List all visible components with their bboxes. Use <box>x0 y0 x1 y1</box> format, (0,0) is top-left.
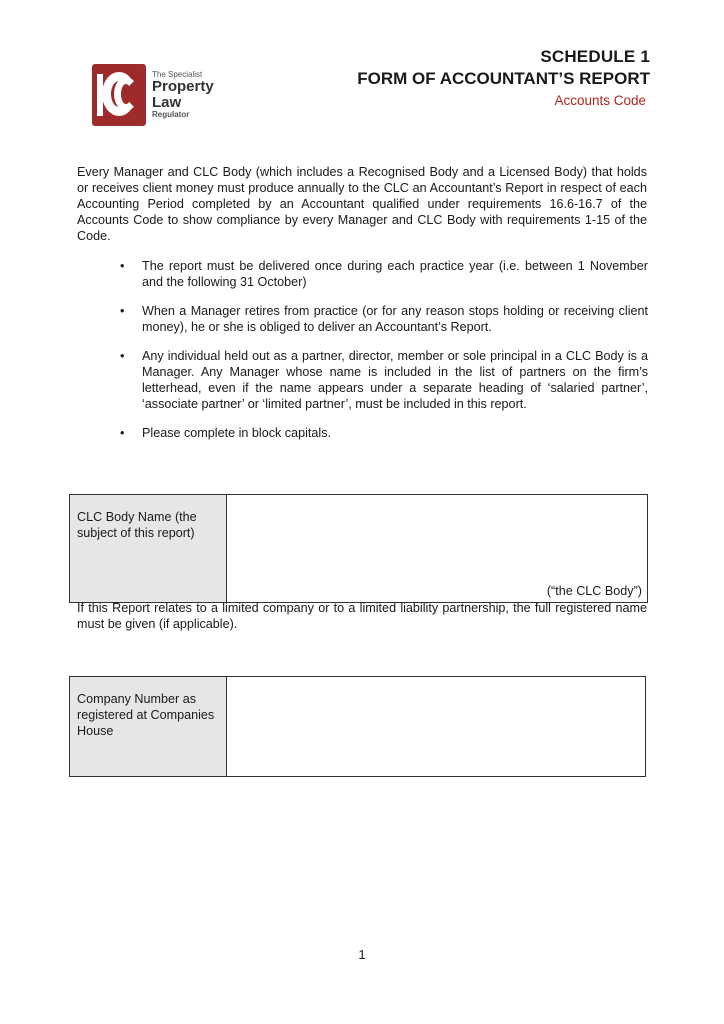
intro-paragraph: Every Manager and CLC Body (which includes a Recognised Body and a Licensed Body) that holds or receives client money must produce annually to the CLC an Accountant’s Report in respect of each Accounting Period completed by an Accountant qualified under requirements 16.6-16.7 of the Accounts Code to show compliance by every Manager and CLC Body with requirements 1-15 of the Code. <box>77 165 647 243</box>
clc-logo <box>92 63 246 127</box>
bullet-icon: • <box>120 349 125 363</box>
bullet-icon: • <box>120 259 125 273</box>
page-number: 1 <box>358 947 366 962</box>
company-number-label: Company Number as registered at Companies House <box>70 677 227 777</box>
list-item <box>118 425 648 441</box>
clc-body-name-field[interactable] <box>227 495 648 603</box>
accounts-code-subtitle: Accounts Code <box>554 93 646 108</box>
schedule-title: SCHEDULE 1 <box>540 47 650 66</box>
form-title: FORM OF ACCOUNTANT’S REPORT <box>357 69 650 88</box>
company-number-field[interactable] <box>227 677 646 777</box>
bullet-text: Please complete in block capitals. <box>142 426 332 440</box>
bullet-text: The report must be delivered once during each practice year (i.e. between 1 November and the following 31 October) <box>142 259 648 289</box>
logo-text <box>152 71 246 119</box>
logo-line1: The Specialist <box>152 69 203 79</box>
bullet-text: Any individual held out as a partner, director, member or sole principal in a CLC Body is a Manager. Any Manager whose name is included in the list of partners on the firm’s letterhead, even if the name appears under a separate heading of ‘salaried partner’, ‘associate partner’ or ‘limited partner’, must be included in this report. <box>142 349 648 411</box>
company-number-table <box>69 676 646 777</box>
clc-body-name-table <box>69 494 648 603</box>
logo-line3: Regulator <box>152 109 190 119</box>
bullet-text: When a Manager retires from practice (or for any reason stops holding or receiving client money), he or she is obliged to deliver an Accountant’s Report. <box>142 304 648 334</box>
clc-body-name-label: CLC Body Name (the subject of this report) <box>70 495 227 603</box>
registered-name-note: If this Report relates to a limited company or to a limited liability partnership, the full registered name must be given (if applicable). <box>77 601 647 631</box>
logo-line2: Property Law <box>152 78 214 111</box>
clc-logo-icon <box>92 64 146 126</box>
clc-body-note: (“the CLC Body”) <box>546 584 642 598</box>
list-item <box>118 303 648 335</box>
instructions-list <box>118 258 648 454</box>
bullet-icon: • <box>120 304 125 318</box>
list-item <box>118 348 648 412</box>
bullet-icon: • <box>120 426 125 440</box>
document-header <box>357 47 650 108</box>
list-item <box>118 258 648 290</box>
